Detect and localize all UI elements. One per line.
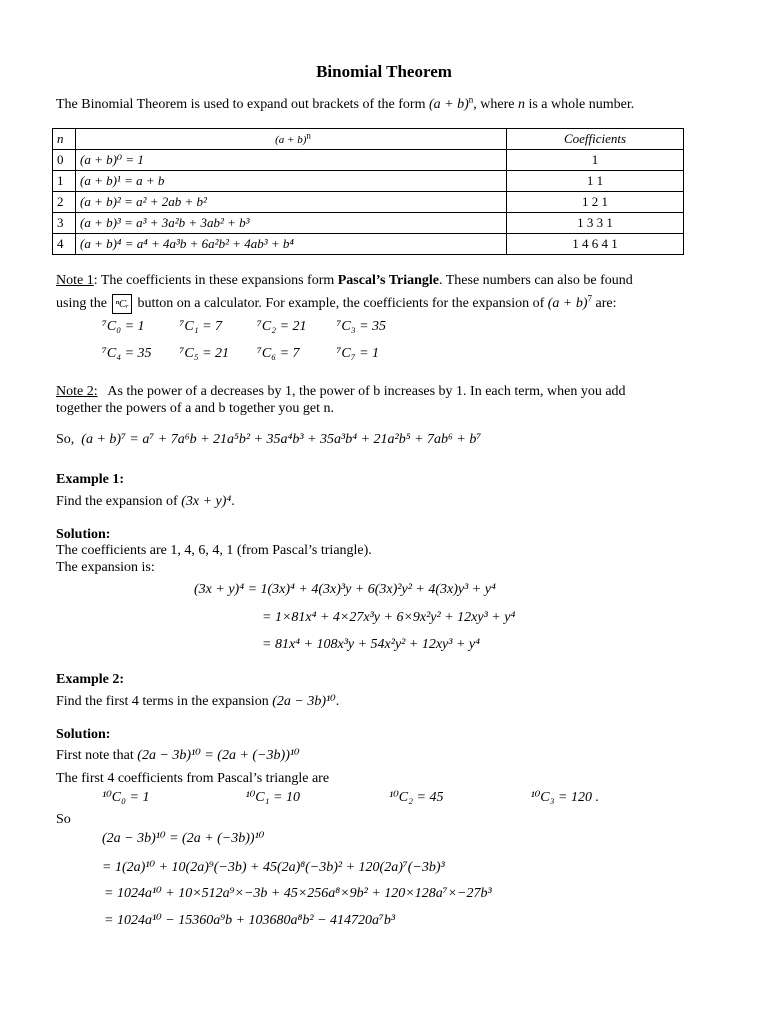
note1-text-a: : The coefficients in these expansions form (93, 273, 335, 288)
combo: ⁷C₀ = 1 (102, 319, 145, 334)
table-row (53, 192, 684, 213)
combo: ⁷C₁ = 7 (179, 319, 223, 334)
table-row (53, 213, 684, 234)
example1-eq2: = 1×81x⁴ + 4×27x³y + 6×9x²y² + 12xy³ + y⁴ (262, 610, 516, 625)
combo: ⁷C₃ = 35 (336, 319, 387, 334)
example1-eq1: (3x + y)⁴ = 1(3x)⁴ + 4(3x)³y + 6(3x)²y² + 4(3x)y³ + y⁴ (194, 582, 496, 597)
row-expansion: (a + b)³ = a³ + 3a²b + 3ab² + b³ (76, 213, 507, 234)
row-coefficients: 1 (507, 150, 684, 171)
example2-prompt (56, 694, 339, 710)
example1-line2: The expansion is: (56, 560, 155, 575)
row-n: 2 (53, 192, 76, 213)
example2-eq2: = 1(2a)¹⁰ + 10(2a)⁹(−3b) + 45(2a)⁸(−3b)² + 120(2a)⁷(−3b)³ (102, 860, 445, 875)
row-n: 4 (53, 234, 76, 255)
example1-period: . (231, 494, 235, 509)
table-row (53, 234, 684, 255)
example2-prompt-text: Find the first 4 terms in the expansion (56, 694, 269, 709)
combos-row1 (102, 319, 386, 335)
table-row (53, 150, 684, 171)
note1-text-e: are: (595, 296, 617, 312)
example2-expr: (2a − 3b)¹⁰ (272, 694, 336, 709)
note1-text-c: using the (56, 296, 107, 312)
example1-expr: (3x + y)⁴ (181, 494, 232, 509)
combo: ⁷C₆ = 7 (257, 346, 300, 361)
pascals-triangle-bold: Pascal’s Triangle (337, 273, 439, 288)
example2-so: So (56, 812, 71, 827)
row-expansion: (a + b)² = a² + 2ab + b² (76, 192, 507, 213)
row-coefficients: 1 2 1 (507, 192, 684, 213)
combo: ¹⁰C₀ = 1 (102, 790, 150, 805)
combo: ¹⁰C₁ = 10 (245, 790, 300, 805)
binomial-table (52, 128, 684, 255)
row-coefficients: 1 4 6 4 1 (507, 234, 684, 255)
first-note-text: First note that (56, 748, 134, 763)
row-n: 1 (53, 171, 76, 192)
example2-combos (102, 790, 599, 806)
table-row (53, 171, 684, 192)
combo: ⁷C₂ = 21 (257, 319, 307, 334)
combo: ⁷C₅ = 21 (179, 346, 230, 361)
note1-label: Note 1 (56, 273, 94, 288)
note2-line2: together the powers of a and b together you get n. (56, 401, 334, 416)
combo: ¹⁰C₃ = 120 . (530, 790, 599, 805)
note2-text: As the power of a decreases by 1, the power of b increases by 1. In each term, when you add (107, 384, 626, 399)
intro-after: is a whole number. (528, 97, 635, 112)
combo: ¹⁰C₂ = 45 (389, 790, 444, 805)
example1-eq3: = 81x⁴ + 108x³y + 54x²y² + 12xy³ + y⁴ (262, 637, 480, 652)
intro-text (56, 94, 635, 113)
combos-row2 (102, 346, 379, 362)
note2-line1 (56, 384, 626, 400)
row-n: 3 (53, 213, 76, 234)
intro-expr: $(a + b)^n$ (428, 94, 474, 112)
note2-label: Note 2: (56, 384, 98, 399)
row-expansion: (a + b)⁴ = a⁴ + 4a³b + 6a²b² + 4ab³ + b⁴ (76, 234, 507, 255)
intro-middle: , where (473, 97, 515, 112)
example2-eq1: (2a − 3b)¹⁰ = (2a + (−3b))¹⁰ (102, 831, 265, 846)
first-note-expr: (2a − 3b)¹⁰ = (2a + (−3b))¹⁰ (137, 748, 300, 763)
example1-line1: The coefficients are 1, 4, 6, 4, 1 (from Pascal’s triangle). (56, 543, 372, 558)
ncr-button-symbol: ⁿCᵣ (112, 294, 132, 314)
header-expansion: $(a + b)^n$ (76, 129, 507, 150)
row-expansion: (a + b)¹ = a + b (76, 171, 507, 192)
intro-before: The Binomial Theorem is used to expand out brackets of the form (56, 97, 426, 112)
row-expansion: (a + b)⁰ = 1 (76, 150, 507, 171)
so-expression: (a + b)⁷ = a⁷ + 7a⁶b + 21a⁵b² + 35a⁴b³ + 35a³b⁴ + 21a²b⁵ + 7ab⁶ + b⁷ (81, 432, 482, 447)
combo: ⁷C₇ = 1 (336, 346, 380, 361)
example2-coeff-line: The first 4 coefficients from Pascal’s triangle are (56, 771, 330, 786)
note1-line2 (56, 294, 617, 314)
row-coefficients: 1 1 (507, 171, 684, 192)
note1-text-d: button on a calculator. For example, the coefficients for the expansion of (137, 296, 545, 312)
example2-eq3: = 1024a¹⁰ + 10×512a⁹×−3b + 45×256a⁸×9b² + 120×128a⁷×−27b³ (104, 886, 492, 901)
example2-solution-heading: Solution: (56, 727, 111, 742)
row-n: 0 (53, 150, 76, 171)
note1-expr: $(a + b)^7$ (547, 293, 593, 312)
so-line (56, 432, 481, 448)
example1-solution-heading: Solution: (56, 527, 111, 542)
example1-heading: Example 1: (56, 472, 125, 487)
note1-line1 (56, 273, 633, 289)
example2-eq4: = 1024a¹⁰ − 15360a⁹b + 103680a⁸b² − 414720a⁷b³ (104, 913, 396, 928)
note1-text-b: . These numbers can also be found (438, 273, 633, 288)
example1-prompt (56, 494, 235, 510)
intro-var: n (517, 97, 525, 112)
header-coefficients: Coefficients (507, 129, 684, 150)
example2-heading: Example 2: (56, 672, 125, 687)
so-lead: So, (56, 432, 75, 447)
example1-prompt-text: Find the expansion of (56, 494, 178, 509)
page-title: Binomial Theorem (316, 62, 452, 81)
combo: ⁷C₄ = 35 (102, 346, 152, 361)
example2-first-note (56, 748, 300, 764)
row-coefficients: 1 3 3 1 (507, 213, 684, 234)
example2-period: . (335, 694, 340, 709)
header-n: n (53, 129, 76, 150)
table-header-row (53, 129, 684, 150)
